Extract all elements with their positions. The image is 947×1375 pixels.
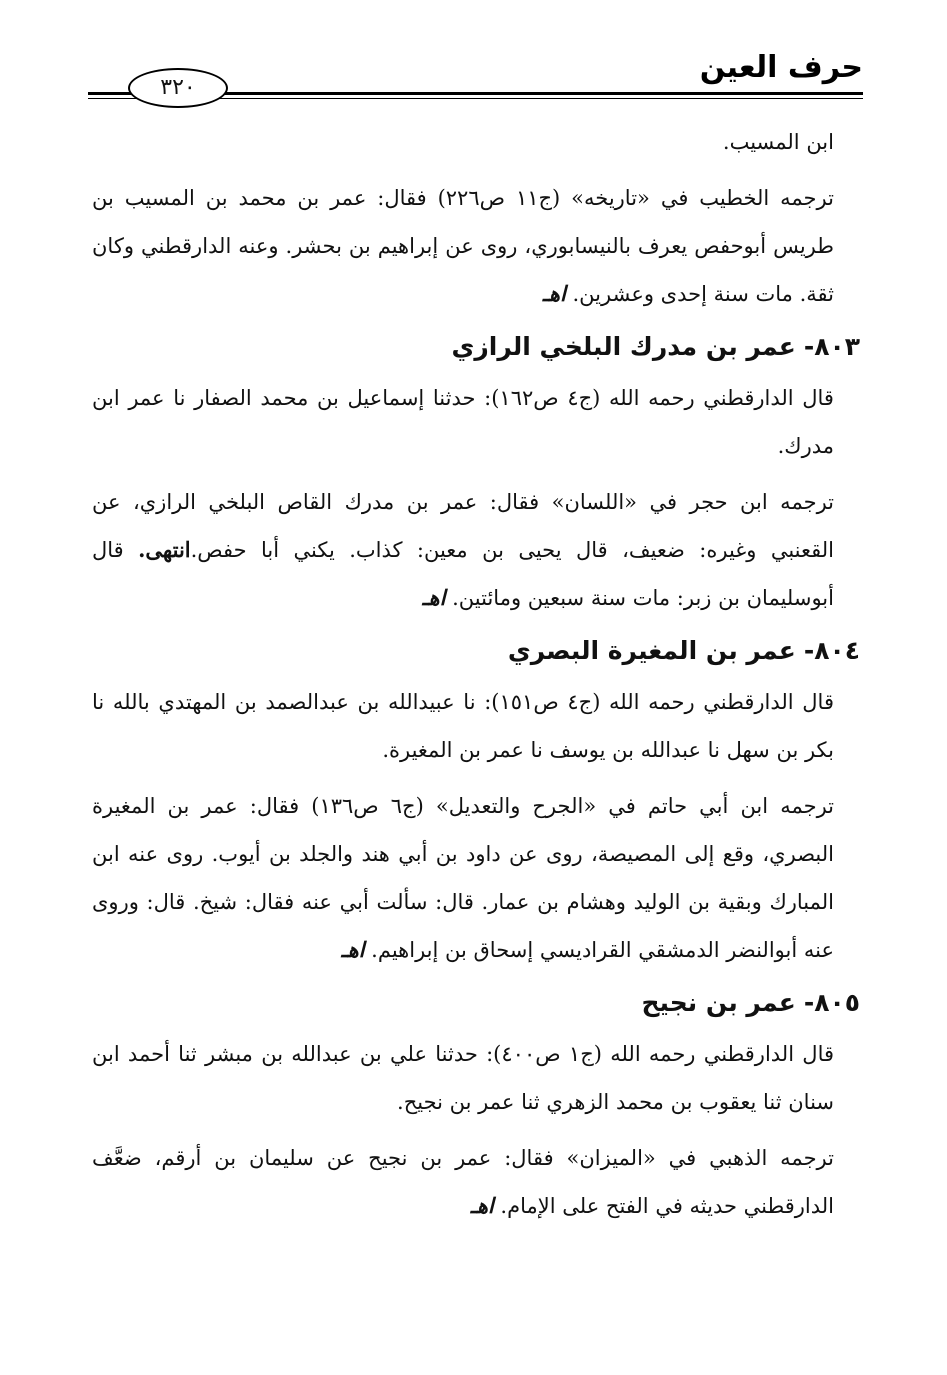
intro-paragraph-1 bbox=[92, 118, 834, 166]
entry-804-paragraph-1 bbox=[92, 678, 834, 774]
end-mark: اهـ bbox=[422, 585, 446, 610]
page-number: ٣٢٠ bbox=[128, 68, 228, 108]
entry-name: عمر بن مدرك البلخي الرازي bbox=[451, 332, 796, 361]
end-mark: اهـ bbox=[341, 937, 365, 962]
bold-word: انتهى. bbox=[138, 537, 191, 562]
intro-text-1: ابن المسيب. bbox=[722, 130, 834, 154]
chapter-title: حرف العين bbox=[699, 50, 863, 85]
intro-text-2: ترجمه الخطيب في «تاريخه» (ج١١ ص٢٢٦) فقال: عمر بن محمد بن المسيب بن طريس أبوحفص يعرف بالنيسابوري، روى عن إبراهيم بن بحشر. وعنه الدارقطني وكان ثقة. مات سنة إحدى وعشرين. bbox=[92, 186, 834, 306]
entry-heading-804 bbox=[92, 630, 860, 672]
entry-text: قال الدارقطني رحمه الله (ج١ ص٤٠٠): حدثنا علي بن عبدالله بن مبشر ثنا أحمد ابن سنان ثنا يعقوب بن محمد الزهري ثنا عمر بن نجيح. bbox=[92, 1042, 835, 1114]
page-header bbox=[88, 48, 863, 104]
entry-number: ٨٠٣- bbox=[803, 332, 860, 361]
entry-text: ترجمه ابن أبي حاتم في «الجرح والتعديل» (ج٦ ص١٣٦) فقال: عمر بن المغيرة البصري، وقع إلى المصيصة، روى عن داود بن أبي هند والجلد بن أيوب. روى عنه ابن المبارك وبقية بن الوليد وهشام بن عمار. قال: سألت أبي عنه فقال: شيخ. قال: وروى عنه أبوالنضر الدمشقي القراديسي إسحاق بن إبراهيم. bbox=[92, 794, 835, 962]
entry-text: ترجمه ابن حجر في «اللسان» فقال: عمر بن مدرك القاص البلخي الرازي، عن القعنبي وغيره: ضعيف، قال يحيى بن معين: كذاب. يكني أبا حفص. bbox=[92, 490, 834, 562]
entry-heading-803 bbox=[92, 326, 860, 368]
entry-name: عمر بن المغيرة البصري bbox=[507, 636, 796, 665]
entry-text: قال أبوسليمان بن زبر: مات سنة سبعين ومائتين. bbox=[92, 538, 834, 610]
end-mark: اهـ bbox=[542, 281, 566, 306]
entry-number: ٨٠٥- bbox=[803, 988, 860, 1017]
entry-heading-805 bbox=[92, 982, 860, 1024]
entry-804-paragraph-2 bbox=[92, 782, 834, 974]
entry-803-paragraph-2 bbox=[92, 478, 834, 622]
page-body bbox=[92, 118, 860, 1238]
intro-paragraph-2 bbox=[92, 174, 834, 318]
entry-number: ٨٠٤- bbox=[803, 636, 860, 665]
end-mark: اهـ bbox=[470, 1193, 494, 1218]
entry-text: ترجمه الذهبي في «الميزان» فقال: عمر بن نجيح عن سليمان بن أرقم، ضعَّف الدارقطني حديثه في الفتح على الإمام. bbox=[92, 1146, 834, 1218]
entry-803-paragraph-1 bbox=[92, 374, 834, 470]
entry-805-paragraph-1 bbox=[92, 1030, 834, 1126]
entry-text: قال الدارقطني رحمه الله (ج٤ ص١٦٢): حدثنا إسماعيل بن محمد الصفار نا عمر ابن مدرك. bbox=[92, 386, 834, 458]
entry-805-paragraph-2 bbox=[92, 1134, 834, 1230]
entry-text: قال الدارقطني رحمه الله (ج٤ ص١٥١): نا عبيدالله بن عبدالصمد بن المهتدي بالله نا بكر بن سهل نا عبدالله بن يوسف نا عمر بن المغيرة. bbox=[92, 690, 834, 762]
entry-name: عمر بن نجيح bbox=[641, 988, 796, 1017]
